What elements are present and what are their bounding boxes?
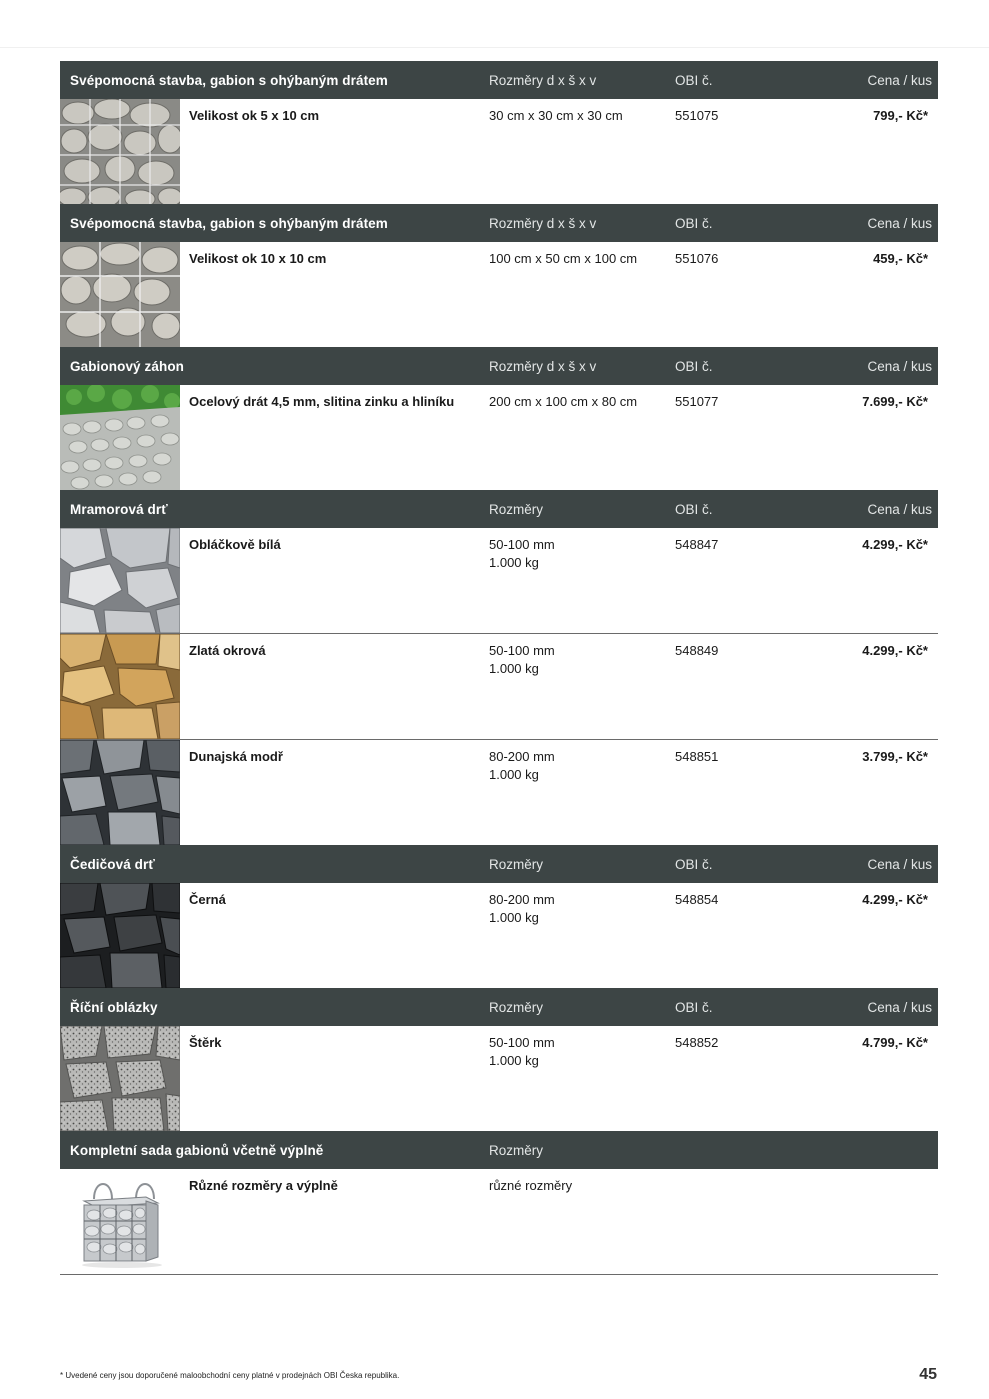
top-rule bbox=[0, 47, 989, 48]
product-name: Černá bbox=[189, 892, 226, 907]
column-price: Cena / kus bbox=[867, 856, 932, 872]
product-image-white-stones bbox=[60, 528, 180, 633]
product-dimensions bbox=[489, 748, 555, 784]
column-dimensions: Rozměry d x š x v bbox=[489, 358, 597, 374]
product-name: Různé rozměry a výplně bbox=[189, 1178, 338, 1193]
column-dimensions: Rozměry bbox=[489, 1142, 544, 1158]
product-dimensions: 200 cm x 100 cm x 80 cm bbox=[489, 394, 638, 409]
column-price: Cena / kus bbox=[867, 215, 932, 231]
product-image-gabion-basket bbox=[60, 1169, 180, 1274]
product-name: Velikost ok 10 x 10 cm bbox=[189, 251, 327, 266]
product-obi-number: 548854 bbox=[675, 892, 719, 907]
section-header bbox=[60, 347, 938, 385]
product-name: Dunajská modř bbox=[189, 749, 283, 764]
section-title: Gabionový záhon bbox=[70, 358, 185, 374]
price-footnote: * Uvedené ceny jsou doporučené maloobchodní ceny platné v prodejnách OBI Česka republika. bbox=[60, 1371, 400, 1380]
product-obi-number: 551075 bbox=[675, 108, 719, 123]
column-dimensions: Rozměry bbox=[489, 999, 544, 1015]
product-obi-number: 551077 bbox=[675, 394, 719, 409]
column-dimensions: Rozměry d x š x v bbox=[489, 215, 597, 231]
product-weight: 1.000 kg bbox=[489, 767, 539, 782]
section-title: Mramorová drť bbox=[70, 501, 168, 517]
product-dimensions bbox=[489, 1034, 555, 1070]
product-row bbox=[60, 634, 938, 740]
product-dimensions bbox=[489, 642, 555, 678]
column-price: Cena / kus bbox=[867, 358, 932, 374]
product-size: 80-200 mm bbox=[489, 749, 555, 764]
product-image-ochre-stones bbox=[60, 634, 180, 739]
product-weight: 1.000 kg bbox=[489, 1053, 539, 1068]
column-dimensions: Rozměry bbox=[489, 856, 544, 872]
column-obi-number: OBI č. bbox=[675, 72, 713, 88]
section-title: Svépomocná stavba, gabion s ohýbaným drátem bbox=[70, 72, 388, 88]
section-header bbox=[60, 845, 938, 883]
product-image-wire-mesh-stones bbox=[60, 242, 180, 347]
section-header bbox=[60, 61, 938, 99]
product-image-wire-mesh-stones bbox=[60, 99, 180, 204]
product-image-granite-stones bbox=[60, 1026, 180, 1131]
product-weight: 1.000 kg bbox=[489, 661, 539, 676]
product-price: 459,- Kč* bbox=[873, 251, 928, 266]
section-title: Říční oblázky bbox=[70, 999, 158, 1015]
column-price: Cena / kus bbox=[867, 501, 932, 517]
product-name: Štěrk bbox=[189, 1035, 222, 1050]
product-size: 50-100 mm bbox=[489, 1035, 555, 1050]
product-name: Velikost ok 5 x 10 cm bbox=[189, 108, 320, 123]
product-row bbox=[60, 385, 938, 490]
product-image-gabion-bed bbox=[60, 385, 180, 490]
product-dimensions bbox=[489, 891, 555, 927]
section-header bbox=[60, 988, 938, 1026]
product-dimensions: 30 cm x 30 cm x 30 cm bbox=[489, 108, 623, 123]
product-size: 80-200 mm bbox=[489, 892, 555, 907]
column-obi-number: OBI č. bbox=[675, 501, 713, 517]
column-obi-number: OBI č. bbox=[675, 856, 713, 872]
product-obi-number: 548851 bbox=[675, 749, 719, 764]
product-row bbox=[60, 1026, 938, 1131]
page-number: 45 bbox=[919, 1366, 937, 1383]
product-obi-number: 548849 bbox=[675, 643, 719, 658]
product-price: 4.799,- Kč* bbox=[862, 1035, 928, 1050]
product-weight: 1.000 kg bbox=[489, 555, 539, 570]
column-price: Cena / kus bbox=[867, 999, 932, 1015]
product-row bbox=[60, 883, 938, 988]
column-obi-number: OBI č. bbox=[675, 999, 713, 1015]
column-price: Cena / kus bbox=[867, 72, 932, 88]
column-dimensions: Rozměry d x š x v bbox=[489, 72, 597, 88]
product-name: Zlatá okrová bbox=[189, 643, 266, 658]
section-header bbox=[60, 1131, 938, 1169]
product-price: 3.799,- Kč* bbox=[862, 749, 928, 764]
product-row bbox=[60, 740, 938, 845]
product-dimensions bbox=[489, 536, 555, 572]
product-name: Obláčkově bílá bbox=[189, 537, 281, 552]
product-price: 4.299,- Kč* bbox=[862, 537, 928, 552]
section-header bbox=[60, 490, 938, 528]
product-image-black-stones bbox=[60, 883, 180, 988]
product-price: 4.299,- Kč* bbox=[862, 892, 928, 907]
product-dimensions: 100 cm x 50 cm x 100 cm bbox=[489, 251, 638, 266]
product-price: 7.699,- Kč* bbox=[862, 394, 928, 409]
product-price: 4.299,- Kč* bbox=[862, 643, 928, 658]
column-dimensions: Rozměry bbox=[489, 501, 544, 517]
section-header bbox=[60, 204, 938, 242]
product-image-blue-stones bbox=[60, 740, 180, 845]
column-obi-number: OBI č. bbox=[675, 215, 713, 231]
product-row bbox=[60, 528, 938, 634]
product-row bbox=[60, 1169, 938, 1275]
product-obi-number: 548852 bbox=[675, 1035, 719, 1050]
section-title: Svépomocná stavba, gabion s ohýbaným drátem bbox=[70, 215, 388, 231]
section-title: Kompletní sada gabionů včetně výplně bbox=[70, 1142, 324, 1158]
product-size: 50-100 mm bbox=[489, 537, 555, 552]
product-dimensions: různé rozměry bbox=[489, 1178, 573, 1193]
section-title: Čedičová drť bbox=[70, 856, 155, 872]
product-row bbox=[60, 99, 938, 204]
product-weight: 1.000 kg bbox=[489, 910, 539, 925]
product-size: 50-100 mm bbox=[489, 643, 555, 658]
column-obi-number: OBI č. bbox=[675, 358, 713, 374]
product-obi-number: 551076 bbox=[675, 251, 719, 266]
product-name: Ocelový drát 4,5 mm, slitina zinku a hliníku bbox=[189, 394, 455, 409]
product-catalog-table bbox=[60, 61, 938, 1275]
product-row bbox=[60, 242, 938, 347]
product-obi-number: 548847 bbox=[675, 537, 719, 552]
product-price: 799,- Kč* bbox=[873, 108, 928, 123]
